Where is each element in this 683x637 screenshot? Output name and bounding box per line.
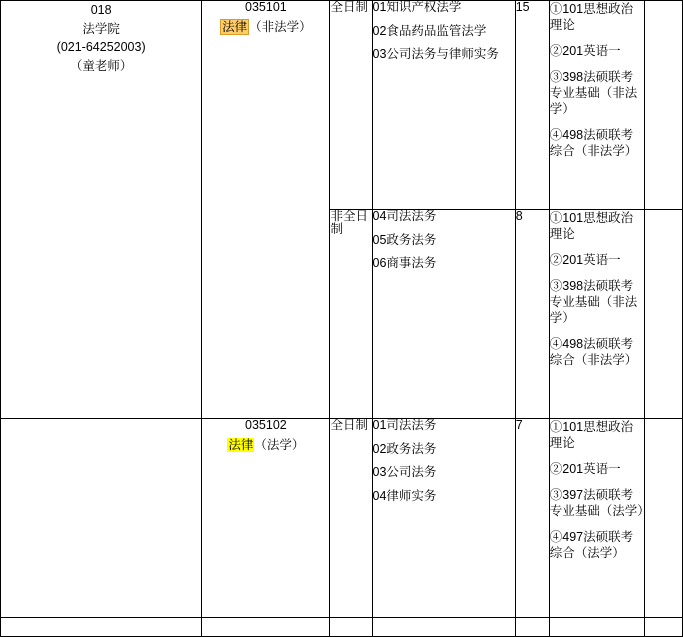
study-mode-cell: 全日制 <box>330 1 372 210</box>
major-code: 035102 <box>245 418 287 432</box>
direction-item: 01司法法务 <box>372 418 437 432</box>
department-cell <box>1 1 202 419</box>
enrollment-cell: 15 <box>515 1 549 210</box>
direction-item: 04司法法务 <box>372 209 437 223</box>
exam-subjects-cell <box>549 210 644 419</box>
major-code: 035101 <box>245 0 287 14</box>
major-code-cell <box>202 1 330 419</box>
department-name: 法学院 <box>82 21 120 36</box>
major-name <box>202 21 329 34</box>
exam-subjects-cell-partial <box>549 618 644 637</box>
exam-subject-item: ④498法硕联考综合（非法学） <box>549 337 638 367</box>
exam-subject-item: ②201英语一 <box>549 44 621 58</box>
exam-subject-item: ②201英语一 <box>549 253 621 267</box>
exam-subjects-cell <box>549 419 650 618</box>
direction-item: 03公司法务 <box>372 465 437 479</box>
department-cell-empty <box>1 419 202 618</box>
exam-subject-item: ③398法硕联考专业基础（非法学） <box>549 279 638 325</box>
study-mode-cell: 非全日制 <box>330 210 372 419</box>
exam-subject-item: ②201英语一 <box>549 462 621 476</box>
major-name-rest: （法学） <box>254 437 305 452</box>
exam-subject-item: ①101思想政治理论 <box>549 420 634 450</box>
major-name-highlight: 法律 <box>222 19 248 34</box>
department-cell-partial <box>1 618 202 637</box>
directions-cell <box>372 210 515 419</box>
study-mode-cell: 全日制 <box>330 419 372 618</box>
exam-subject-item: ①101思想政治理论 <box>549 2 634 32</box>
exam-subject-item: ④498法硕联考综合（非法学） <box>549 128 638 158</box>
directions-cell <box>372 419 515 618</box>
direction-item: 02食品药品监管法学 <box>372 23 487 38</box>
direction-item: 06商事法务 <box>372 256 437 270</box>
exam-subject-item: ③398法硕联考专业基础（非法学） <box>549 70 638 116</box>
remarks-cell <box>644 210 682 419</box>
enrollment-cell: 7 <box>515 419 549 618</box>
study-mode-cell-partial <box>330 618 372 637</box>
table-row-partial <box>1 618 683 637</box>
department-code: 018 <box>90 3 112 17</box>
direction-item: 03公司法务与律师实务 <box>372 47 499 61</box>
direction-item: 01知识产权法学 <box>372 0 462 14</box>
exam-subject-item: ①101思想政治理论 <box>549 211 634 241</box>
direction-item: 05政务法务 <box>372 232 437 247</box>
department-contact: （童老师） <box>69 58 133 73</box>
department-phone: (021-64252003) <box>56 40 146 54</box>
remarks-cell <box>644 419 682 618</box>
directions-cell-partial <box>372 618 515 637</box>
direction-item: 04律师实务 <box>372 488 437 503</box>
exam-subjects-cell <box>549 1 644 210</box>
major-name-rest: （非法学） <box>249 19 312 34</box>
exam-subject-item: ③397法硕联考专业基础（法学） <box>549 488 650 518</box>
major-code-cell <box>202 419 330 618</box>
table-row <box>1 419 683 618</box>
exam-subject-item: ④497法硕联考综合（法学） <box>549 530 634 560</box>
enrollment-cell-partial <box>515 618 549 637</box>
remarks-cell <box>644 1 682 210</box>
remarks-cell-partial <box>644 618 682 637</box>
table-row <box>1 1 683 210</box>
direction-item: 02政务法务 <box>372 441 437 456</box>
major-name <box>202 439 329 452</box>
enrollment-cell: 8 <box>515 210 549 419</box>
major-code-cell-partial <box>202 618 330 637</box>
major-name-highlight: 法律 <box>228 437 254 452</box>
directions-cell <box>372 1 515 210</box>
